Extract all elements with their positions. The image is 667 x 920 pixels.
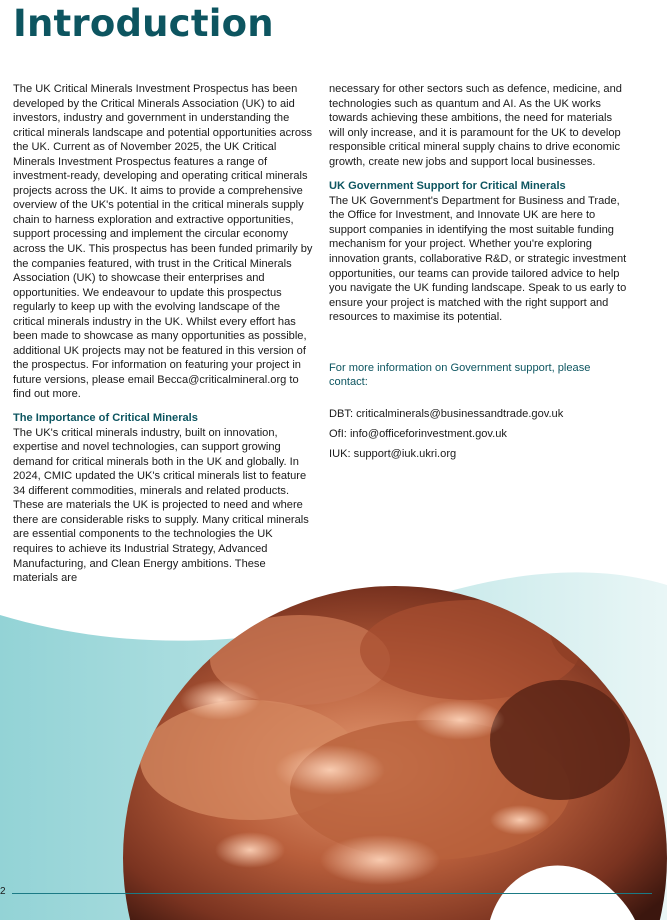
contact-ofi[interactable]: OfI: info@officeforinvestment.gov.uk [329,427,507,440]
page-title: Introduction [13,2,274,45]
importance-paragraph: The UK's critical minerals industry, built on innovation, expertise and novel technologies, can support growing demand for critical minerals both in the UK and globally. In 2024, CMIC updated the UK's critical minerals list to feature 34 different commodities, minerals and related products. These are materials the UK is projected to need and where there are considerable risks to supply. Many critical minerals are essential components to the technologies the UK requires to achieve its Industrial Strategy, Advanced Manufacturing, and Clean Energy ambitions. These materials are [13,426,309,585]
page-number: 2 [0,886,6,897]
government-support-paragraph: The UK Government's Department for Business and Trade, the Office for Investment, and Innovate UK are here to support companies in identifying the most suitable funding mechanism for your project. Whether you're exploring innovation grants, collaborative R&D, or strategic investment opportunities, our teams can provide tailored advice to help you navigate the UK funding landscape. Speak to us early to ensure your project is matched with the right support and resources to maximise its potential. [329,194,627,324]
continuation-paragraph: necessary for other sectors such as defence, medicine, and technologies such as quantum and AI. As the UK works towards achieving these ambitions, the need for materials will only increase, and it is paramount for the UK to develop responsible critical mineral supply chains to drive economic growth, create new jobs and support local businesses. [329,83,622,168]
left-column [13,82,313,586]
right-column [329,82,629,464]
intro-paragraph: The UK Critical Minerals Investment Prospectus has been developed by the Critical Minerals Association (UK) to aid investors, industry and government in understanding the critical minerals landscape and potential opportunities across the UK. Current as of November 2025, the UK Critical Minerals Investment Prospectus features a range of investment-ready, developing and operating critical minerals projects across the UK. It aims to provide a comprehensive overview of the UK's potential in the critical minerals supply chain to harness exploration and extractive opportunities, support processing and implement the circular economy across the UK. This prospectus has been funded primarily by the companies featured, with trust in the Critical Minerals Association (UK) to showcase their enterprises and opportunities. We endeavour to update this prospectus regularly to keep up with the evolving landscape of the critical minerals industry in the UK. Whilst every effort has been made to showcase as many opportunities as possible, additional UK projects may not be featured in this version of the prospectus. For information on featuring your project in future versions, please email Becca@criticalmineral.org to find out more. [13,83,313,401]
importance-heading: The Importance of Critical Minerals [13,412,198,425]
government-support-heading: UK Government Support for Critical Minerals [329,180,566,193]
contact-dbt[interactable]: DBT: criticalminerals@businessandtrade.gov.uk [329,407,564,420]
contact-iuk[interactable]: IUK: support@iuk.ukri.org [329,447,457,460]
footer-rule [12,893,652,894]
contact-list [329,404,629,464]
contact-intro: For more information on Government support, please contact: [329,361,591,389]
